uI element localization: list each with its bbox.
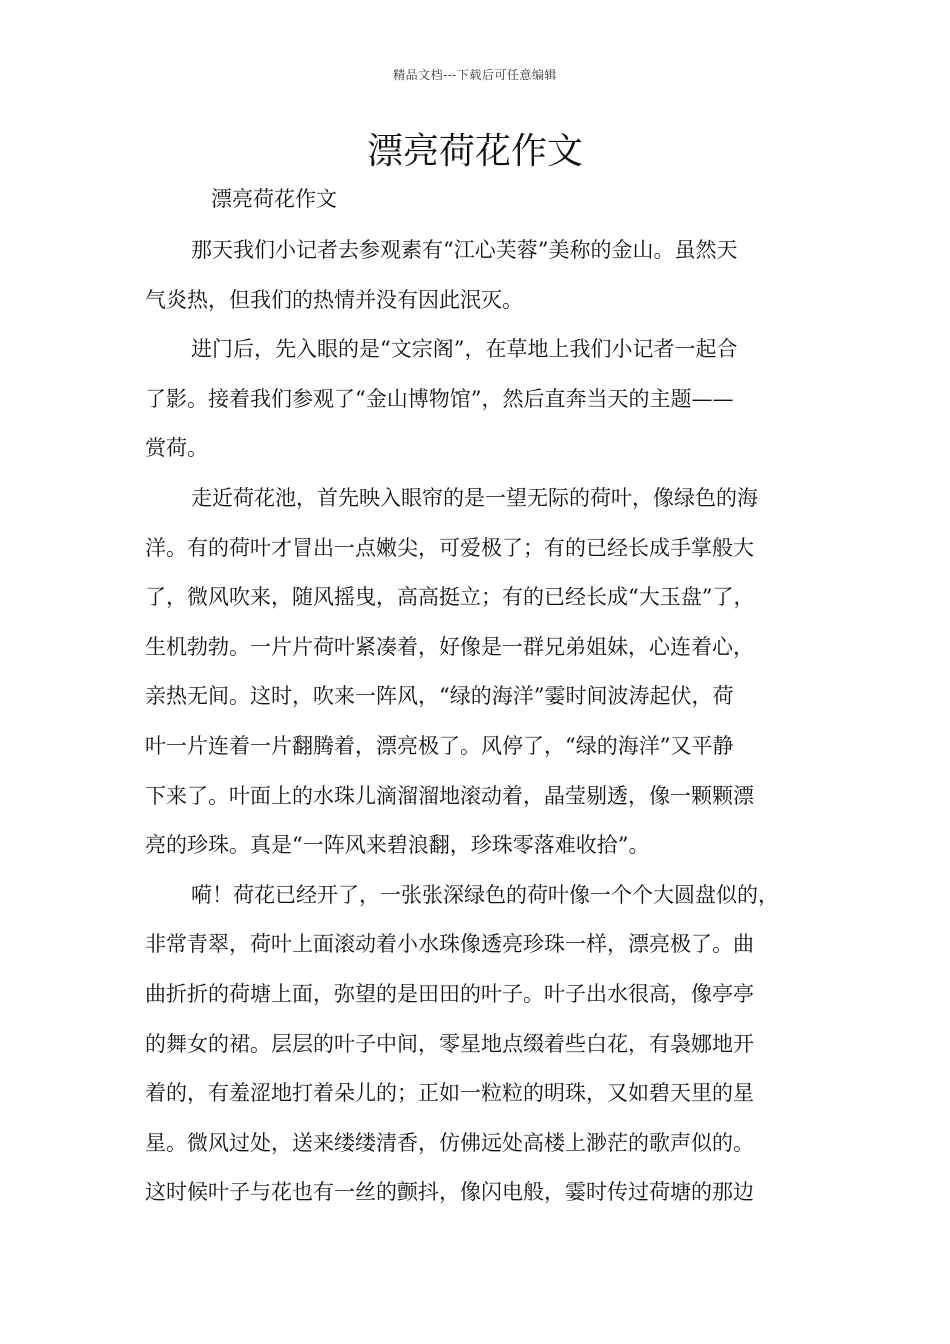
paragraph-line: 亮的珍珠。真是“一阵风来碧浪翻，珍珠零落难收拾”。 (145, 833, 650, 858)
paragraph-line: 那天我们小记者去参观素有“江心芙蓉”美称的金山。虽然天 (191, 238, 738, 262)
document-body (145, 234, 815, 1226)
document-subtitle: 漂亮荷花作文 (211, 187, 337, 211)
paragraph-line: 曲折折的荷塘上面，弥望的是田田的叶子。叶子出水很高，像亭亭 (145, 981, 754, 1006)
paragraph-line: 气炎热，但我们的热情并没有因此泯灭。 (145, 287, 523, 312)
paragraph-line: 这时候叶子与花也有一丝的颤抖，像闪电般，霎时传过荷塘的那边 (145, 1180, 754, 1205)
paragraph-line: 亲热无间。这时，吹来一阵风，“绿的海洋”霎时间波涛起伏，荷 (145, 684, 734, 709)
paragraph-2 (145, 333, 815, 482)
paragraph-line: 的舞女的裙。层层的叶子中间，零星地点缀着些白花，有袅娜地开 (145, 1031, 754, 1056)
paragraph-3 (145, 482, 815, 879)
header-note: 精品文档---下载后可任意编辑 (393, 68, 557, 82)
paragraph-4 (145, 879, 815, 1226)
paragraph-line: 星。微风过处，送来缕缕清香，仿佛远处高楼上渺茫的歌声似的。 (145, 1130, 754, 1155)
paragraph-line: 生机勃勃。一片片荷叶紧凑着，好像是一群兄弟姐妹，心连着心， (145, 634, 754, 659)
paragraph-line: 进门后，先入眼的是“文宗阁”，在草地上我们小记者一起合 (191, 337, 738, 362)
paragraph-line: 了，微风吹来，随风摇曳，高高挺立；有的已经长成“大玉盘”了， (145, 585, 755, 610)
paragraph-line: 非常青翠，荷叶上面滚动着小水珠像透亮珍珠一样，漂亮极了。曲 (145, 932, 754, 957)
paragraph-line: 走近荷花池，首先映入眼帘的是一望无际的荷叶，像绿色的海 (191, 485, 758, 510)
paragraph-line: 洋。有的荷叶才冒出一点嫩尖，可爱极了；有的已经长成手掌般大 (145, 535, 754, 560)
paragraph-line: 叶一片连着一片翻腾着，漂亮极了。风停了，“绿的海洋”又平静 (145, 733, 734, 758)
paragraph-line: 嗬！荷花已经开了，一张张深绿色的荷叶像一个个大圆盘似的， (191, 882, 779, 907)
paragraph-line: 下来了。叶面上的水珠儿滴溜溜地滚动着，晶莹剔透，像一颗颗漂 (145, 783, 754, 808)
paragraph-line: 了影。接着我们参观了“金山博物馆”，然后直奔当天的主题—— (145, 386, 734, 411)
paragraph-1 (145, 234, 815, 333)
paragraph-line: 着的，有羞涩地打着朵儿的；正如一粒粒的明珠，又如碧天里的星 (145, 1081, 754, 1106)
document-title: 漂亮荷花作文 (366, 131, 583, 172)
paragraph-line: 赏荷。 (145, 436, 208, 461)
